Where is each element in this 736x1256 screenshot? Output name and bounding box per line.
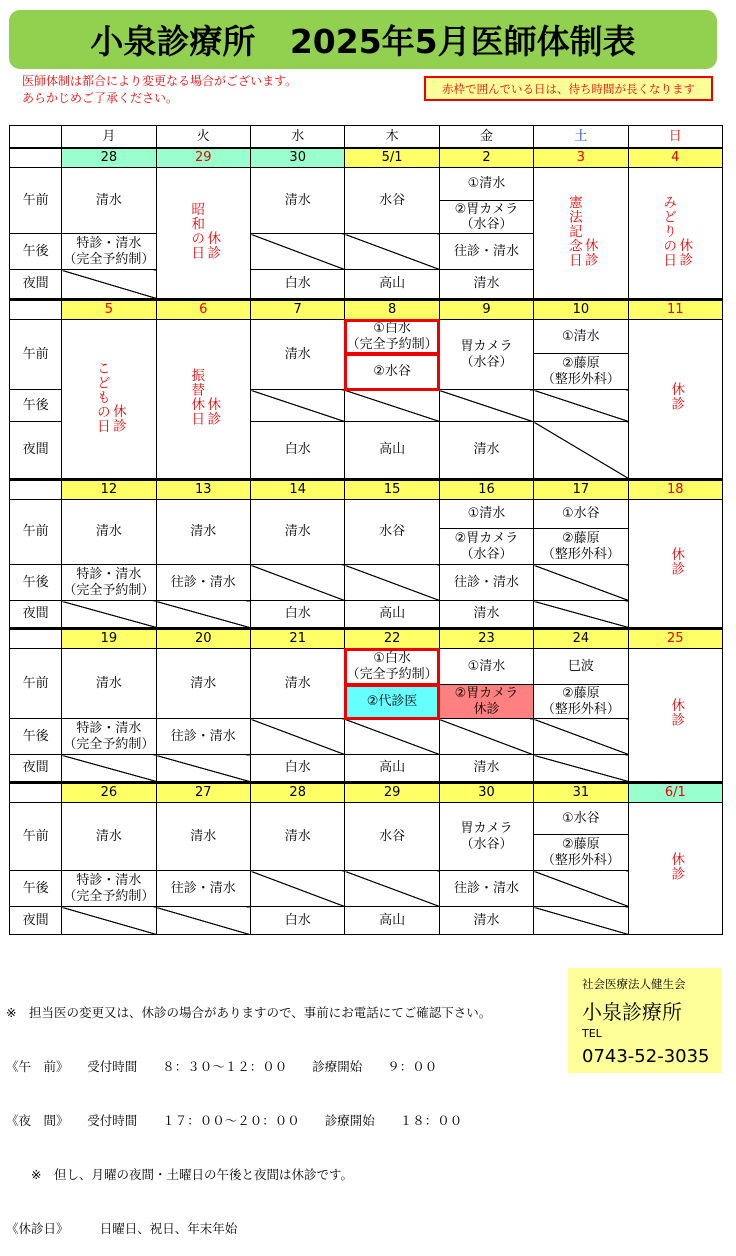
clinic-corp: 社会医療法人健生会	[582, 977, 686, 991]
shift-cell: 清水	[251, 649, 345, 719]
shift-cell: 清水	[62, 649, 156, 719]
weekday: 日	[628, 126, 722, 148]
substitute-doctor-cell: ②代診医	[345, 685, 439, 719]
date-cell: 6	[156, 300, 250, 320]
closed-cell	[534, 719, 628, 755]
shift-cell: ①白水 （完全予約制）	[346, 321, 438, 352]
closed-cell	[345, 390, 439, 422]
period-label: 夜間	[10, 755, 62, 783]
weekday: 木	[345, 126, 439, 148]
date-row	[10, 148, 723, 168]
closed-cell	[251, 234, 345, 270]
weekday: 火	[156, 126, 250, 148]
shift-cell: 白水	[251, 601, 345, 629]
period-label: 午前	[10, 168, 62, 234]
closed-cell	[62, 755, 156, 783]
period-label: 午後	[10, 871, 62, 907]
wait-warning: 赤枠で囲んでいる日は、待ち時間が長くなります	[424, 76, 713, 101]
notice-line: 医師体制は都合により変更なる場合がございます。	[22, 74, 298, 88]
holiday-cell: 振替休日休診	[156, 320, 250, 480]
tel-label: TEL	[582, 1027, 602, 1040]
date-cell: 26	[62, 783, 156, 803]
shift-cell: 清水	[439, 601, 533, 629]
period-label: 夜間	[10, 422, 62, 480]
shift-cell: 往診・清水	[156, 871, 250, 907]
date-cell: 29	[156, 148, 250, 168]
closed-sunday: 休診	[628, 649, 722, 783]
weekday: 月	[62, 126, 156, 148]
date-cell: 29	[345, 783, 439, 803]
closed-cell	[251, 390, 345, 422]
holiday-cell: みどりの日休診	[628, 168, 722, 300]
closed-cell	[534, 565, 628, 601]
closed-cell	[534, 422, 628, 480]
shift-cell: 清水	[156, 500, 250, 565]
closed-cell	[534, 907, 628, 935]
weekday-header	[10, 126, 723, 148]
footer-notes	[6, 968, 491, 1256]
closed-cell	[534, 871, 628, 907]
period-label: 夜間	[10, 907, 62, 935]
date-cell: 23	[439, 629, 533, 649]
date-row	[10, 300, 723, 320]
footer-line: 《午 前》 受付時間 ８：３０〜１２：００ 診療開始 ９：００	[6, 1059, 438, 1074]
period-label: 午前	[10, 320, 62, 390]
shift-cell: 高山	[345, 907, 439, 935]
closed-cell	[156, 907, 250, 935]
date-cell: 30	[439, 783, 533, 803]
shift-cell: ①清水	[439, 168, 533, 201]
date-cell: 12	[62, 480, 156, 500]
shift-cell: 清水	[62, 500, 156, 565]
weekday: 金	[439, 126, 533, 148]
shift-cell: 清水	[439, 755, 533, 783]
shift-cell: 高山	[345, 601, 439, 629]
closed-cell	[345, 871, 439, 907]
shift-cell: 高山	[345, 270, 439, 300]
period-label: 夜間	[10, 270, 62, 300]
date-cell: 17	[534, 480, 628, 500]
date-cell: 22	[345, 629, 439, 649]
closed-cell	[251, 565, 345, 601]
closed-cell	[439, 390, 533, 422]
closed-cell	[156, 755, 250, 783]
holiday-name: 憲法記念日	[565, 194, 582, 268]
shift-cell: 清水	[251, 320, 345, 390]
date-cell: 5/1	[345, 148, 439, 168]
shift-cell: ①水谷	[534, 803, 628, 835]
shift-cell: ②水谷	[345, 354, 439, 390]
date-cell: 31	[534, 783, 628, 803]
date-cell: 27	[156, 783, 250, 803]
shift-cell: ②胃カメラ （水谷）	[439, 201, 533, 234]
shift-cell: 清水	[439, 907, 533, 935]
notice	[22, 73, 297, 107]
period-label: 午後	[10, 390, 62, 422]
closed-cell	[534, 390, 628, 422]
holiday-name: 昭和の日	[188, 201, 205, 260]
date-cell: 6/1	[628, 783, 722, 803]
date-cell: 10	[534, 300, 628, 320]
shift-cell: 清水	[62, 168, 156, 234]
shift-cell: ②胃カメラ （水谷）	[439, 529, 533, 565]
shift-cell: ①清水	[439, 500, 533, 529]
closed-cell	[62, 907, 156, 935]
closed-cell	[534, 755, 628, 783]
footer-line: 《休診日》 日曜日、祝日、年末年始	[6, 1221, 238, 1236]
shift-cell: 特診・清水 （完全予約制）	[62, 871, 156, 907]
holiday-name: みどりの日	[660, 194, 677, 268]
date-cell: 13	[156, 480, 250, 500]
date-cell: 18	[628, 480, 722, 500]
date-cell: 20	[156, 629, 250, 649]
period-label: 午後	[10, 719, 62, 755]
shift-cell: ①清水	[534, 320, 628, 354]
shift-cell: 往診・清水	[439, 565, 533, 601]
shift-cell: ②藤原 （整形外科）	[534, 835, 628, 871]
date-cell: 11	[628, 300, 722, 320]
date-cell: 25	[628, 629, 722, 649]
shift-cell: 白水	[251, 907, 345, 935]
closed-cell	[251, 719, 345, 755]
closed-sunday: 休診	[628, 320, 722, 480]
date-row	[10, 783, 723, 803]
shift-cell: 往診・清水	[156, 565, 250, 601]
closed-cell	[345, 719, 439, 755]
shift-cell: ②藤原 （整形外科）	[534, 529, 628, 565]
closed-cell	[534, 601, 628, 629]
shift-cell: 清水	[62, 803, 156, 871]
shift-cell: 特診・清水 （完全予約制）	[62, 234, 156, 270]
closed-cell	[62, 601, 156, 629]
holiday-cell: こどもの日休診	[62, 320, 156, 480]
date-cell: 30	[251, 148, 345, 168]
date-cell: 15	[345, 480, 439, 500]
shift-cell: 清水	[251, 803, 345, 871]
closed-cell	[439, 719, 533, 755]
shift-cell: 特診・清水 （完全予約制）	[62, 719, 156, 755]
shift-cell: 清水	[439, 422, 533, 480]
period-label: 午前	[10, 649, 62, 719]
shift-cell: 往診・清水	[439, 234, 533, 270]
shift-cell: 水谷	[345, 168, 439, 234]
shift-cell: 清水	[156, 803, 250, 871]
date-cell: 5	[62, 300, 156, 320]
date-cell: 3	[534, 148, 628, 168]
closed-cell	[156, 601, 250, 629]
date-cell: 24	[534, 629, 628, 649]
shift-cell: 高山	[345, 422, 439, 480]
date-row	[10, 480, 723, 500]
footer-line: ※ 但し、月曜の夜間・土曜日の午後と夜間は休診です。	[6, 1167, 353, 1182]
holiday-cell: 憲法記念日休診	[534, 168, 628, 300]
shift-cell: 往診・清水	[156, 719, 250, 755]
date-cell: 7	[251, 300, 345, 320]
shift-cell: 往診・清水	[439, 871, 533, 907]
closed-cell	[62, 270, 156, 300]
shift-cell: 高山	[345, 755, 439, 783]
shift-cell: 白水	[251, 755, 345, 783]
shift-cell: 胃カメラ （水谷）	[439, 320, 533, 390]
weekday: 水	[251, 126, 345, 148]
date-cell: 21	[251, 629, 345, 649]
shift-cell: 特診・清水 （完全予約制）	[62, 565, 156, 601]
clinic-phone: 0743-52-3035	[582, 1046, 710, 1067]
shift-cell: ②藤原 （整形外科）	[534, 685, 628, 719]
title-banner	[9, 10, 717, 69]
period-label: 午後	[10, 234, 62, 270]
shift-cell: 胃カメラ （水谷）	[439, 803, 533, 871]
shift-cell: 清水	[156, 649, 250, 719]
cancelled-cell: ②胃カメラ 休診	[439, 685, 533, 719]
weekday: 土	[534, 126, 628, 148]
shift-cell: 水谷	[345, 500, 439, 565]
shift-cell: 清水	[439, 270, 533, 300]
date-cell: 4	[628, 148, 722, 168]
footer-line: ※ 担当医の変更又は、休診の場合がありますので、事前にお電話にてご確認下さい。	[6, 1005, 492, 1020]
clinic-title: 小泉診療所	[90, 22, 256, 61]
date-cell: 8	[345, 300, 439, 320]
shift-cell: 白水	[251, 422, 345, 480]
schedule-table	[9, 125, 723, 935]
shift-cell: 水谷	[345, 803, 439, 871]
clinic-name: 小泉診療所	[582, 1000, 682, 1024]
date-cell: 19	[62, 629, 156, 649]
closed-cell	[251, 871, 345, 907]
period-label: 午後	[10, 565, 62, 601]
holiday-name: 振替休日	[188, 367, 205, 426]
period-label: 午前	[10, 803, 62, 871]
shift-cell: ①水谷	[534, 500, 628, 529]
shift-cell: 白水	[251, 270, 345, 300]
footer-line: 《夜 間》 受付時間 １７：００〜２０：００ 診療開始 １８：００	[6, 1113, 463, 1128]
schedule-title: 2025年5月医師体制表	[289, 22, 636, 61]
date-cell: 14	[251, 480, 345, 500]
shift-cell: 清水	[251, 500, 345, 565]
holiday-name: こどもの日	[93, 360, 110, 434]
period-label: 午前	[10, 500, 62, 565]
shift-cell: ①清水	[439, 649, 533, 685]
clinic-box	[568, 968, 722, 1073]
closed-cell	[345, 234, 439, 270]
closed-sunday: 休診	[628, 500, 722, 629]
date-cell: 2	[439, 148, 533, 168]
date-cell: 9	[439, 300, 533, 320]
date-cell: 28	[251, 783, 345, 803]
shift-cell: ①白水 （完全予約制）	[345, 649, 439, 685]
shift-cell: ②藤原 （整形外科）	[534, 354, 628, 390]
shift-cell: 清水	[251, 168, 345, 234]
date-cell: 16	[439, 480, 533, 500]
date-row	[10, 629, 723, 649]
date-cell: 28	[62, 148, 156, 168]
shift-cell: 巳波	[534, 649, 628, 685]
closed-cell	[345, 565, 439, 601]
period-label: 夜間	[10, 601, 62, 629]
closed-sunday: 休診	[628, 803, 722, 935]
holiday-cell: 昭和の日休診	[156, 168, 250, 300]
notice-line: あらかじめご了承ください。	[22, 91, 179, 105]
